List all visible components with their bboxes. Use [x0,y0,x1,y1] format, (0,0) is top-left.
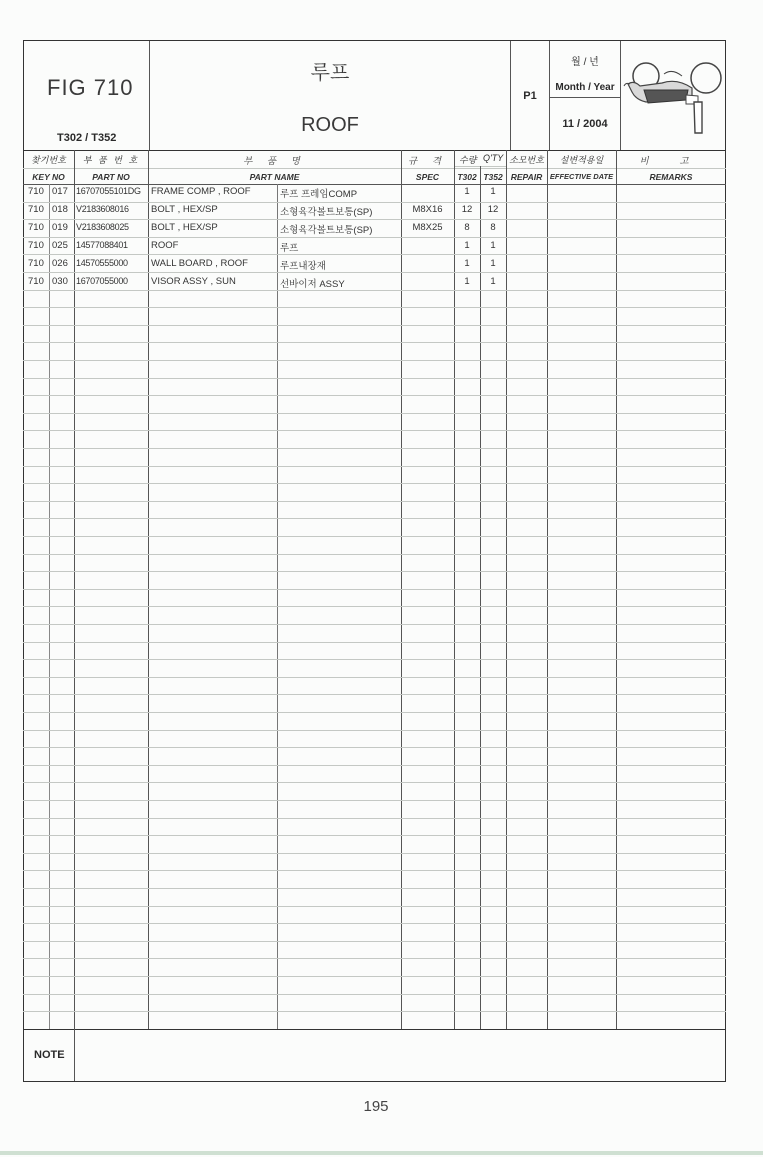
row-rule [23,642,726,643]
row-spec: M8X25 [412,222,443,233]
spec-header-en: SPEC [415,172,440,182]
month-year-english: Month / Year [555,82,615,93]
row-spec: M8X16 [412,204,443,215]
row-rule [23,624,726,625]
row-part-name-ko: 선바이저 ASSY [280,279,345,290]
title-korean: 루프 [310,62,350,84]
header-divider-1 [149,41,150,150]
row-key-no: 025 [52,240,68,251]
row-part-name-en: BOLT , HEX/SP [151,204,218,215]
row-part-no: 14570555000 [76,258,128,268]
col-header-bottom-rule [23,184,726,185]
row-rule [23,378,726,379]
effective-header-ko: 설변적용일 [559,155,604,165]
row-part-name-en: BOLT , HEX/SP [151,222,218,233]
row-rule [23,906,726,907]
row-fig-no: 710 [28,240,44,251]
row-rule [23,430,726,431]
row-key-no: 026 [52,258,68,269]
row-qty-t302: 1 [464,276,470,287]
row-rule [23,818,726,819]
row-part-name-ko: 루프 [280,243,299,254]
note-top-rule [23,1029,726,1030]
keyno-header-ko: 찾기번호 [31,155,66,165]
row-rule [23,747,726,748]
row-part-no: 16707055101DG [76,186,141,196]
row-rule [23,677,726,678]
row-rule [23,923,726,924]
header-bottom-rule [23,150,726,151]
col-header-mid-rule [23,168,726,169]
row-rule [23,395,726,396]
page-number: 195 [363,1098,389,1115]
row-qty-t352: 1 [490,258,496,269]
row-rule [23,466,726,467]
row-rule [23,413,726,414]
partno-header-ko: 부 품 번 호 [82,155,140,165]
row-rule [23,237,726,238]
row-rule [23,501,726,502]
row-rule [23,518,726,519]
row-part-no: V2183608016 [76,204,129,214]
row-part-name-ko: 소형육각볼트보통(SP) [280,225,373,236]
row-part-name-en: FRAME COMP , ROOF [151,186,251,197]
row-rule [23,994,726,995]
row-fig-no: 710 [28,258,44,269]
row-rule [23,254,726,255]
header-divider-2 [510,41,511,150]
row-rule [23,307,726,308]
row-rule [23,712,726,713]
title-english: ROOF [301,114,359,136]
row-rule [23,659,726,660]
row-rule [23,765,726,766]
fig-number: FIG 710 [47,75,134,100]
row-part-name-en: ROOF [151,240,179,251]
note-label: NOTE [34,1049,65,1061]
row-qty-t352: 12 [487,204,499,215]
row-rule [23,730,726,731]
row-rule [23,606,726,607]
row-part-no: V2183608025 [76,222,129,232]
row-part-no: 16707055000 [76,276,128,286]
row-rule [23,941,726,942]
remarks-header-ko: 비 고 [639,156,703,167]
col-line-qty-split [480,166,481,1029]
row-qty-t352: 1 [490,186,496,197]
row-qty-t302: 1 [464,186,470,197]
page-bottom-rule [0,1151,763,1155]
row-qty-t352: 1 [490,276,496,287]
row-rule [23,853,726,854]
row-part-name-ko: 소형육각볼트보통(SP) [280,207,373,218]
month-year-korean: 월 / 년 [571,57,599,68]
row-rule [23,800,726,801]
issue-date: 11 / 2004 [562,118,608,130]
qty-t352-header: T352 [483,172,503,182]
row-part-no: 14577088401 [76,240,128,250]
spec-header-ko: 규 격 [408,156,447,167]
row-qty-t352: 8 [490,222,496,233]
page-code: P1 [523,90,537,102]
row-rule [23,219,726,220]
model-label: T302 / T352 [57,132,117,144]
row-key-no: 018 [52,204,68,215]
row-fig-no: 710 [28,222,44,233]
qty-t302-header: T302 [457,172,477,182]
keyno-header-en: KEY NO [32,172,65,182]
row-rule [23,448,726,449]
repair-header-ko: 소모번호 [509,155,544,165]
row-rule [23,958,726,959]
date-box-divider [549,97,620,98]
row-rule [23,536,726,537]
row-rule [23,202,726,203]
effective-header-en: EFFECTIVE DATE [549,172,614,181]
row-fig-no: 710 [28,276,44,287]
row-rule [23,272,726,273]
row-qty-t302: 1 [464,240,470,251]
row-qty-t352: 1 [490,240,496,251]
row-rule [23,782,726,783]
qty-header-en: Q'TY [483,153,504,163]
row-fig-no: 710 [28,204,44,215]
row-rule [23,694,726,695]
remarks-header-en: REMARKS [649,172,693,182]
row-rule [23,589,726,590]
row-rule [23,870,726,871]
row-part-name-en: VISOR ASSY , SUN [151,276,236,287]
row-qty-t302: 12 [461,204,473,215]
row-rule [23,483,726,484]
partname-header-en: PART NAME [249,172,300,182]
row-rule [23,325,726,326]
row-rule [23,888,726,889]
row-rule [23,571,726,572]
qty-header-ko: 수량 [459,155,477,165]
row-key-no: 019 [52,222,68,233]
partname-header-ko: 부 품 명 [243,156,306,167]
row-qty-t302: 1 [464,258,470,269]
row-rule [23,360,726,361]
row-fig-no: 710 [28,186,44,197]
row-part-name-en: WALL BOARD , ROOF [151,258,248,269]
row-part-name-ko: 루프 프레임COMP [280,189,358,200]
row-part-name-ko: 루프내장재 [280,261,326,272]
row-qty-t302: 8 [464,222,470,233]
row-rule [23,554,726,555]
row-rule [23,835,726,836]
partno-header-en: PART NO [92,172,130,182]
row-key-no: 017 [52,186,68,197]
row-rule [23,290,726,291]
repair-header-en: REPAIR [510,172,543,182]
row-key-no: 030 [52,276,68,287]
roof-part-illustration-icon [622,50,724,140]
header-divider-4 [620,41,621,150]
note-divider [74,1029,75,1081]
row-rule [23,976,726,977]
row-rule [23,342,726,343]
row-rule [23,1011,726,1012]
